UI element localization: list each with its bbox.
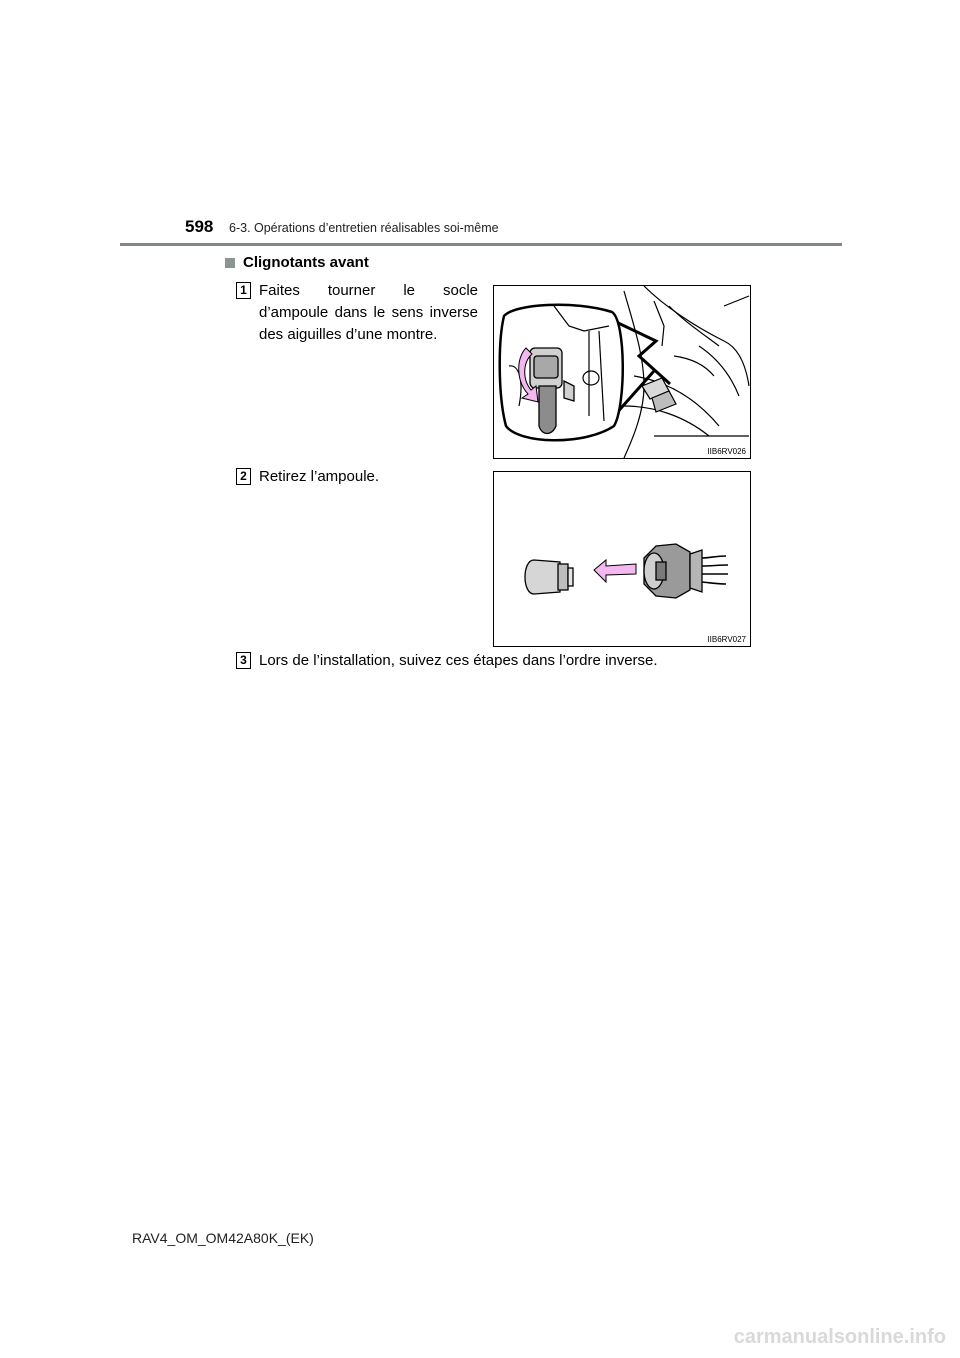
header-divider — [120, 243, 842, 246]
page-number: 598 — [185, 217, 214, 236]
headlight-socket-illustration — [494, 286, 750, 458]
step-2-text: Retirez l’ampoule. — [259, 468, 380, 485]
step-1-text: Faites tourner le socle d’ampoule dans le sens inverse des aiguilles d’une montre. — [259, 282, 478, 343]
section-title: 6-3. Opérations d’entretien réalisables soi-même — [229, 221, 499, 235]
step-2-badge: 2 — [236, 468, 251, 485]
figure-code: IIB6RV027 — [707, 635, 746, 644]
figure-remove-bulb — [493, 471, 751, 647]
watermark: carmanualsonline.info — [733, 1326, 946, 1348]
step-3-text: Lors de l’installation, suivez ces étapes dans l’ordre inverse. — [259, 652, 658, 669]
step-1-badge: 1 — [236, 282, 251, 299]
square-bullet-icon — [225, 258, 235, 268]
subheading — [225, 254, 369, 271]
document-id: RAV4_OM_OM42A80K_(EK) — [132, 1230, 314, 1246]
subheading-text: Clignotants avant — [243, 254, 369, 271]
pull-arrow-icon — [594, 560, 636, 582]
figure-code: IIB6RV026 — [707, 447, 746, 456]
step-3-badge: 3 — [236, 652, 251, 669]
bulb-removal-illustration — [494, 472, 750, 646]
figure-turn-bulb-socket — [493, 285, 751, 459]
